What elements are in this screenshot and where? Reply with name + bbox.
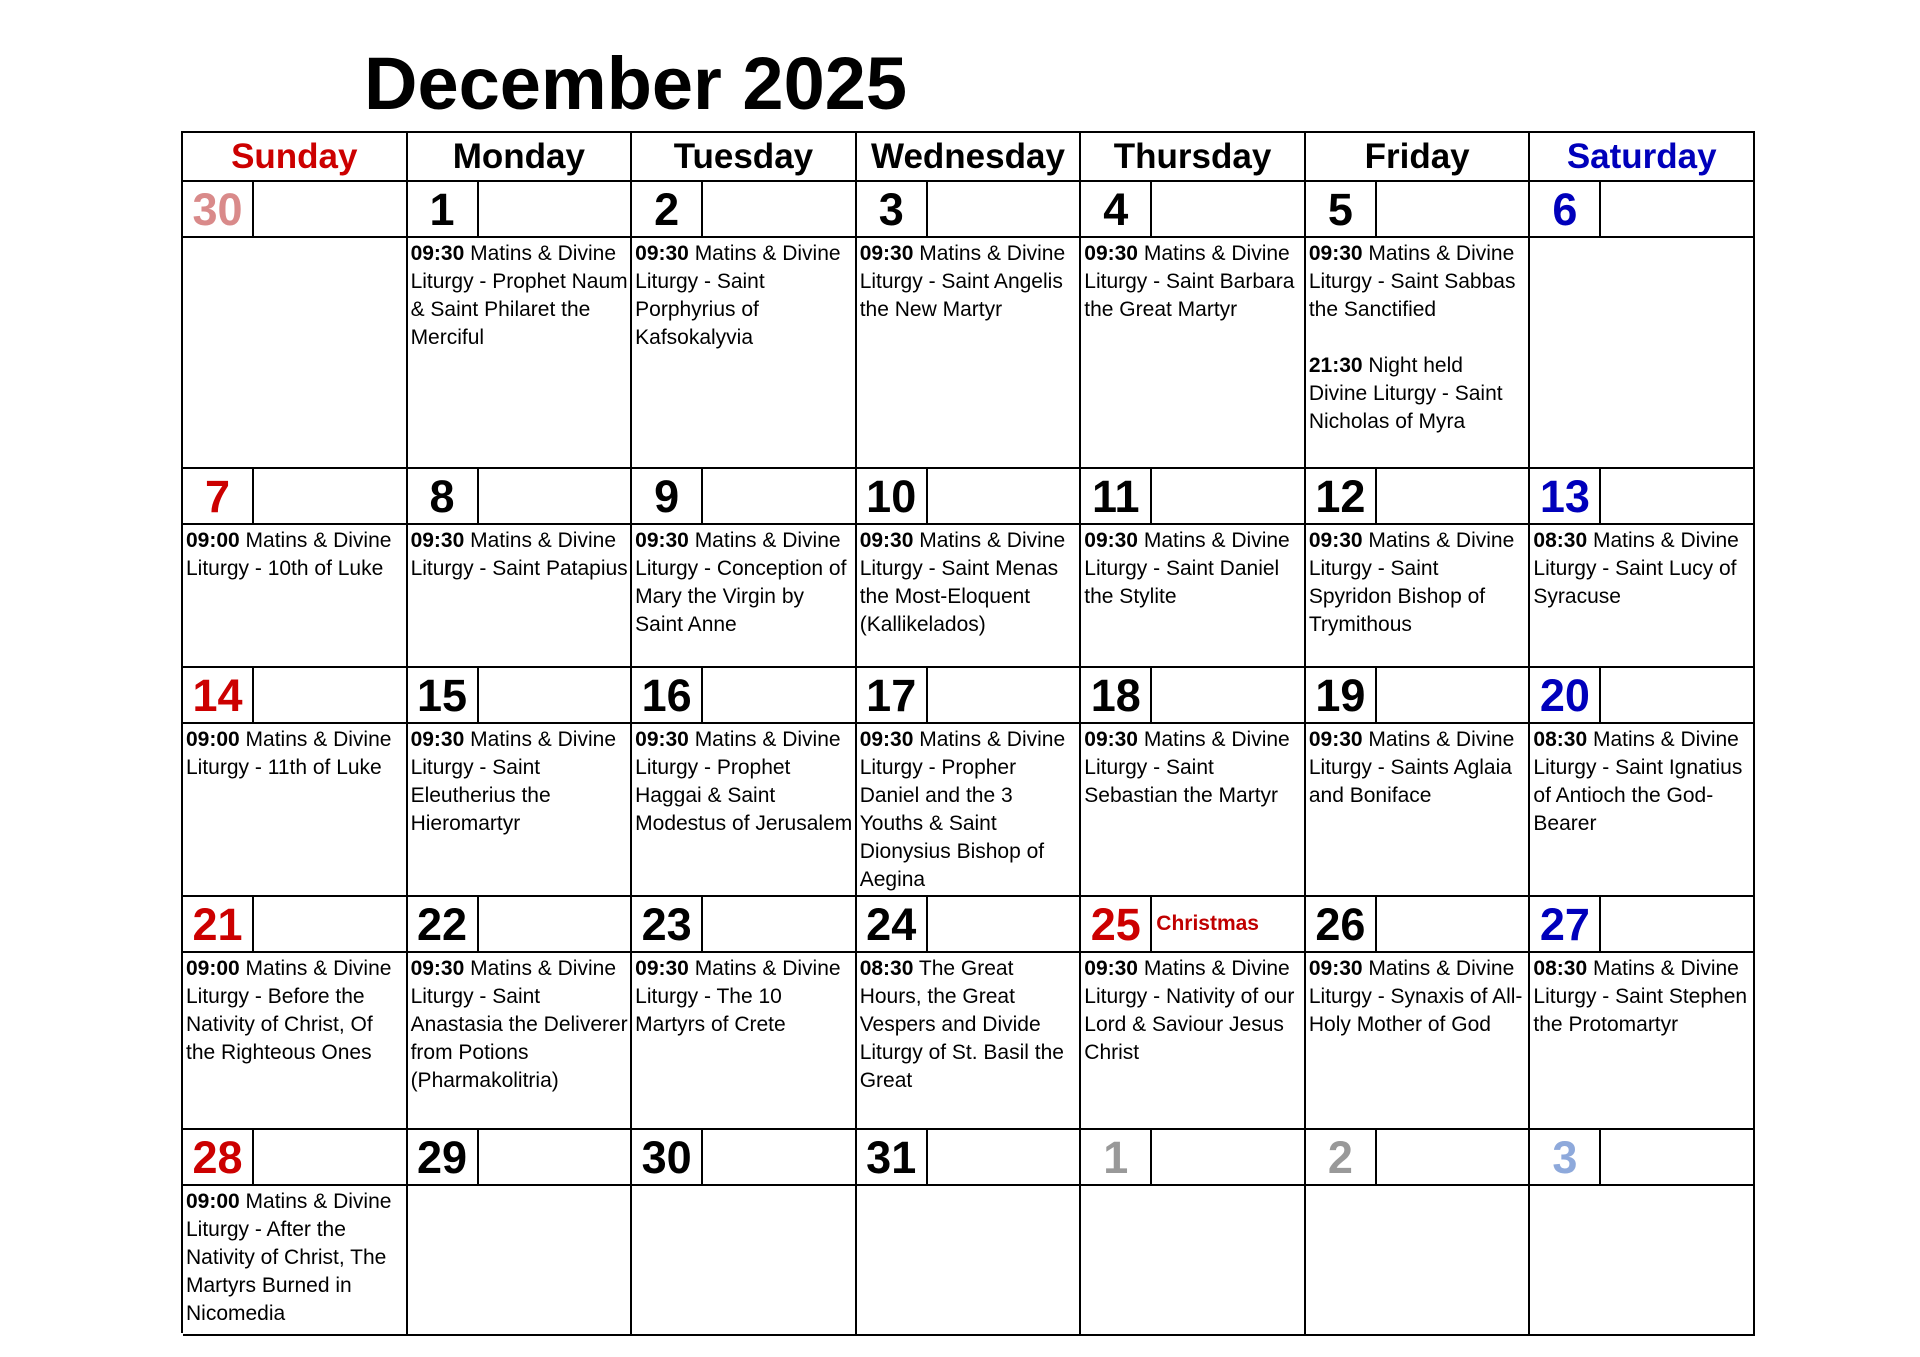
event-time: 08:30	[1533, 957, 1588, 980]
event-time: 09:30	[635, 242, 689, 265]
event-description: Matins & Divine Liturgy - Propher Daniel and the 3 Youths & Saint Dionysius Bishop of Aegina	[859, 728, 1066, 891]
day-events	[1530, 1186, 1753, 1188]
day-note-area	[703, 668, 855, 722]
day-note-area	[1152, 182, 1304, 236]
day-note-area	[479, 182, 631, 236]
day-number: 26	[1306, 897, 1377, 951]
day-events	[1081, 525, 1304, 611]
day-events	[1530, 525, 1753, 611]
weekday-header-tuesday: Tuesday	[632, 133, 857, 182]
event-time: 09:30	[635, 529, 689, 552]
calendar-title: December 2025	[364, 42, 908, 125]
day-number: 12	[1306, 469, 1377, 523]
day-cell[interactable]	[857, 1130, 1082, 1336]
event-entry	[1084, 726, 1302, 810]
day-cell-header	[408, 668, 631, 724]
day-cell-header	[857, 1130, 1080, 1186]
event-entry	[1533, 955, 1751, 1039]
day-cell[interactable]	[1081, 897, 1306, 1130]
event-time: 09:00	[186, 529, 240, 552]
event-entry	[1309, 726, 1527, 810]
day-number: 7	[183, 469, 254, 523]
weekday-header-thursday: Thursday	[1081, 133, 1306, 182]
event-description: Matins & Divine Liturgy - Saint Porphyrius of Kafsokalyvia	[635, 242, 841, 349]
event-entry	[1533, 527, 1751, 611]
event-description: Matins & Divine Liturgy - Saint Eleutherius the Hieromartyr	[410, 728, 616, 835]
event-entry	[1309, 527, 1527, 639]
day-events	[1530, 953, 1753, 1039]
day-events	[1306, 724, 1529, 810]
day-events	[408, 1186, 631, 1188]
day-events	[857, 238, 1080, 324]
day-cell-header	[1306, 897, 1529, 953]
event-entry	[186, 955, 404, 1067]
event-description: Matins & Divine Liturgy - Saint Angelis the New Martyr	[859, 242, 1066, 321]
day-cell-header	[1081, 1130, 1304, 1186]
day-number: 1	[408, 182, 479, 236]
day-cell[interactable]	[857, 182, 1082, 469]
day-cell-header	[857, 182, 1080, 238]
day-number: 18	[1081, 668, 1152, 722]
day-note-area	[703, 1130, 855, 1184]
holiday-label: Christmas	[1156, 912, 1259, 935]
event-time: 21:30	[1308, 354, 1363, 377]
day-events	[632, 724, 855, 838]
event-description: Matins & Divine Liturgy - Conception of Mary the Virgin by Saint Anne	[635, 529, 847, 636]
day-cell[interactable]	[183, 1130, 408, 1336]
day-events	[183, 238, 406, 240]
day-number: 11	[1081, 469, 1152, 523]
day-cell-header	[632, 182, 855, 238]
day-events	[408, 525, 631, 583]
day-note-area	[479, 668, 631, 722]
day-note-area	[254, 668, 406, 722]
day-cell[interactable]	[183, 182, 408, 469]
event-entry	[186, 1188, 404, 1328]
day-cell-header	[1306, 1130, 1529, 1186]
day-events	[183, 724, 406, 782]
event-description: Matins & Divine Liturgy - 11th of Luke	[186, 728, 392, 779]
event-time: 09:30	[859, 728, 914, 751]
day-events	[183, 1186, 406, 1328]
event-description: Matins & Divine Liturgy - Saint Spyridon Bishop of Trymithous	[1308, 529, 1515, 636]
day-cell-header	[183, 182, 406, 238]
day-number: 22	[408, 897, 479, 951]
event-time: 09:30	[1308, 957, 1363, 980]
day-events	[857, 724, 1080, 894]
day-note-area	[254, 469, 406, 523]
event-entry	[411, 955, 629, 1095]
event-time: 09:30	[1084, 957, 1138, 980]
day-number: 16	[632, 668, 703, 722]
event-entry	[186, 527, 404, 583]
event-description: Matins & Divine Liturgy - Saint Patapius	[410, 529, 628, 580]
event-description: Matins & Divine Liturgy - Saint Sabbas the Sanctified	[1308, 242, 1516, 321]
day-number: 27	[1530, 897, 1601, 951]
day-cell[interactable]	[183, 897, 408, 1130]
day-events	[183, 525, 406, 583]
event-entry	[860, 726, 1078, 894]
event-description: Matins & Divine Liturgy - 10th of Luke	[186, 529, 392, 580]
event-description: Matins & Divine Liturgy - Saints Aglaia and Boniface	[1308, 728, 1515, 807]
day-number: 3	[857, 182, 928, 236]
event-description: Matins & Divine Liturgy - Before the Nativity of Christ, Of the Righteous Ones	[186, 957, 392, 1064]
day-events	[857, 1186, 1080, 1188]
event-time: 09:00	[186, 957, 240, 980]
day-number: 21	[183, 897, 254, 951]
day-number: 15	[408, 668, 479, 722]
day-cell[interactable]	[1306, 1130, 1531, 1336]
day-events	[1306, 1186, 1529, 1188]
day-number: 28	[183, 1130, 254, 1184]
day-number: 24	[857, 897, 928, 951]
weekday-header-sunday: Sunday	[183, 133, 408, 182]
day-note-area	[703, 182, 855, 236]
day-note-area	[1377, 182, 1529, 236]
day-cell-header	[183, 1130, 406, 1186]
day-cell-header	[632, 668, 855, 724]
day-cell-header	[857, 469, 1080, 525]
event-time: 09:30	[1084, 242, 1138, 265]
day-cell-header	[408, 469, 631, 525]
day-cell[interactable]	[1530, 897, 1755, 1130]
day-number: 30	[183, 182, 254, 236]
day-cell[interactable]	[1306, 897, 1531, 1130]
day-cell-header	[632, 897, 855, 953]
day-note-area	[254, 1130, 406, 1184]
event-entry	[635, 527, 853, 639]
event-description: Matins & Divine Liturgy - The 10 Martyrs of Crete	[635, 957, 841, 1036]
day-cell-header	[632, 1130, 855, 1186]
day-cell[interactable]	[183, 469, 408, 668]
day-note-area	[479, 1130, 631, 1184]
event-time: 09:30	[635, 957, 689, 980]
day-cell-header	[408, 1130, 631, 1186]
day-events	[183, 953, 406, 1067]
day-note-area	[1377, 897, 1529, 951]
day-cell-header	[1530, 182, 1753, 238]
event-entry	[860, 240, 1078, 324]
event-time: 08:30	[859, 957, 914, 980]
day-events	[1306, 525, 1529, 639]
event-time: 09:30	[1308, 529, 1363, 552]
day-cell-header	[408, 897, 631, 953]
day-cell[interactable]	[857, 668, 1082, 897]
day-cell[interactable]	[1306, 182, 1531, 469]
event-description: Matins & Divine Liturgy - Saint Sebastian the Martyr	[1084, 728, 1290, 807]
event-description: Matins & Divine Liturgy - Saint Daniel the Stylite	[1084, 529, 1290, 608]
event-time: 09:00	[186, 728, 240, 751]
day-note-area	[1377, 668, 1529, 722]
day-cell[interactable]	[1306, 469, 1531, 668]
event-time: 09:30	[1308, 242, 1363, 265]
event-time: 09:30	[1308, 728, 1363, 751]
day-note-area	[1601, 897, 1753, 951]
day-events	[1081, 724, 1304, 810]
event-entry	[1309, 240, 1527, 324]
day-number: 14	[183, 668, 254, 722]
event-entry	[1309, 955, 1527, 1039]
day-cell[interactable]	[632, 182, 857, 469]
day-cell[interactable]	[408, 182, 633, 469]
day-cell-header	[1530, 897, 1753, 953]
day-cell[interactable]	[408, 668, 633, 897]
day-cell-header	[1081, 668, 1304, 724]
day-note-area	[1601, 182, 1753, 236]
day-cell-header	[1306, 469, 1529, 525]
event-time: 09:30	[410, 957, 465, 980]
day-cell-header	[1530, 668, 1753, 724]
day-cell-header	[1081, 897, 1304, 953]
day-number: 23	[632, 897, 703, 951]
day-cell[interactable]	[408, 897, 633, 1130]
event-description: Matins & Divine Liturgy - Synaxis of All-Holy Mother of God	[1308, 957, 1523, 1036]
day-number: 1	[1081, 1130, 1152, 1184]
day-cell-header	[857, 897, 1080, 953]
event-description: Matins & Divine Liturgy - Saint Anastasia the Deliverer from Potions (Pharmakolitria)	[410, 957, 628, 1092]
calendar-grid	[181, 131, 1755, 1333]
day-number: 2	[1306, 1130, 1377, 1184]
event-description: The Great Hours, the Great Vespers and Divide Liturgy of St. Basil the Great	[859, 957, 1064, 1092]
event-entry	[1533, 726, 1751, 838]
day-note-area	[928, 469, 1080, 523]
day-note-area	[928, 1130, 1080, 1184]
day-cell[interactable]	[1530, 182, 1755, 469]
day-cell[interactable]	[1530, 469, 1755, 668]
event-entry	[1084, 527, 1302, 611]
day-cell[interactable]	[1306, 668, 1531, 897]
event-description: Matins & Divine Liturgy - Saint Ignatius of Antioch the God-Bearer	[1533, 728, 1743, 835]
weekday-header-saturday: Saturday	[1530, 133, 1755, 182]
day-events	[632, 525, 855, 639]
day-note-area	[1601, 469, 1753, 523]
event-description: Matins & Divine Liturgy - Nativity of our Lord & Saviour Jesus Christ	[1084, 957, 1295, 1064]
day-number: 9	[632, 469, 703, 523]
day-events	[1081, 238, 1304, 324]
event-description: Matins & Divine Liturgy - Prophet Haggai & Saint Modestus of Jerusalem	[635, 728, 853, 835]
event-entry	[411, 527, 629, 583]
day-cell-header	[1081, 469, 1304, 525]
day-cell-header	[1081, 182, 1304, 238]
day-number: 10	[857, 469, 928, 523]
day-cell-header	[1530, 469, 1753, 525]
event-time: 09:30	[1084, 728, 1138, 751]
day-note-area	[254, 182, 406, 236]
event-entry	[186, 726, 404, 782]
day-events	[632, 1186, 855, 1188]
day-events	[408, 238, 631, 352]
day-events	[1306, 238, 1529, 436]
day-number: 4	[1081, 182, 1152, 236]
event-entry	[411, 240, 629, 352]
day-cell[interactable]	[632, 668, 857, 897]
day-cell-header	[183, 897, 406, 953]
day-events	[632, 238, 855, 352]
day-events	[857, 953, 1080, 1095]
day-events	[1306, 953, 1529, 1039]
day-cell[interactable]	[1081, 182, 1306, 469]
day-number: 3	[1530, 1130, 1601, 1184]
day-cell[interactable]	[1081, 668, 1306, 897]
day-cell[interactable]	[857, 469, 1082, 668]
event-entry	[1309, 352, 1527, 436]
weekday-header-wednesday: Wednesday	[857, 133, 1082, 182]
day-note-area	[254, 897, 406, 951]
event-time: 09:30	[410, 529, 465, 552]
day-cell[interactable]	[1081, 469, 1306, 668]
day-note-area	[1152, 1130, 1304, 1184]
event-description: Matins & Divine Liturgy - Saint Stephen the Protomartyr	[1533, 957, 1748, 1036]
weekday-header-monday: Monday	[408, 133, 633, 182]
event-time: 09:30	[859, 529, 914, 552]
day-cell[interactable]	[1530, 1130, 1755, 1336]
day-number: 13	[1530, 469, 1601, 523]
day-note-area	[1377, 1130, 1529, 1184]
day-events	[408, 953, 631, 1095]
event-description: Matins & Divine Liturgy - Saint Barbara the Great Martyr	[1084, 242, 1295, 321]
day-events	[632, 953, 855, 1039]
day-events	[1081, 953, 1304, 1067]
day-cell-header	[857, 668, 1080, 724]
weekday-header-friday: Friday	[1306, 133, 1531, 182]
event-time: 09:30	[859, 242, 914, 265]
day-note-area	[1377, 469, 1529, 523]
day-cell[interactable]	[1530, 668, 1755, 897]
day-note-area	[479, 897, 631, 951]
day-note-area	[1601, 1130, 1753, 1184]
day-note-area	[479, 469, 631, 523]
event-entry	[635, 240, 853, 352]
day-note-area	[928, 897, 1080, 951]
event-entry	[1084, 955, 1302, 1067]
event-time: 09:00	[186, 1190, 240, 1213]
day-cell-header	[1306, 182, 1529, 238]
event-time: 08:30	[1533, 529, 1588, 552]
event-time: 09:30	[635, 728, 689, 751]
day-number: 2	[632, 182, 703, 236]
day-cell[interactable]	[857, 897, 1082, 1130]
event-entry	[860, 955, 1078, 1095]
day-number: 25	[1081, 897, 1152, 951]
day-number: 30	[632, 1130, 703, 1184]
day-cell[interactable]	[1081, 1130, 1306, 1336]
day-number: 17	[857, 668, 928, 722]
day-note-area	[703, 469, 855, 523]
day-note-area	[928, 182, 1080, 236]
event-time: 09:30	[1084, 529, 1138, 552]
day-note-area	[1601, 668, 1753, 722]
event-entry	[635, 955, 853, 1039]
day-note-area	[703, 897, 855, 951]
event-entry	[1084, 240, 1302, 324]
event-description: Matins & Divine Liturgy - After the Nativity of Christ, The Martyrs Burned in Nicomedia	[186, 1190, 392, 1325]
day-number: 20	[1530, 668, 1601, 722]
day-cell-header	[183, 668, 406, 724]
event-description: Matins & Divine Liturgy - Prophet Naum & Saint Philaret the Merciful	[410, 242, 628, 349]
day-number: 8	[408, 469, 479, 523]
day-cell[interactable]	[408, 1130, 633, 1336]
event-entry	[860, 527, 1078, 639]
day-cell-header	[408, 182, 631, 238]
day-events	[1081, 1186, 1304, 1188]
day-events	[408, 724, 631, 838]
day-number: 5	[1306, 182, 1377, 236]
day-cell[interactable]	[408, 469, 633, 668]
event-time: 08:30	[1533, 728, 1588, 751]
day-events	[1530, 724, 1753, 838]
event-time: 09:30	[410, 242, 465, 265]
day-note-area	[1152, 469, 1304, 523]
day-cell[interactable]	[632, 897, 857, 1130]
event-description: Night held Divine Liturgy - Saint Nicholas of Myra	[1308, 354, 1503, 433]
day-cell[interactable]	[632, 1130, 857, 1336]
day-cell[interactable]	[183, 668, 408, 897]
day-events	[1530, 238, 1753, 240]
event-time: 09:30	[410, 728, 465, 751]
day-note-area	[1152, 668, 1304, 722]
day-number: 29	[408, 1130, 479, 1184]
event-description: Matins & Divine Liturgy - Saint Lucy of Syracuse	[1533, 529, 1739, 608]
event-entry	[411, 726, 629, 838]
day-number: 19	[1306, 668, 1377, 722]
day-note-area	[928, 668, 1080, 722]
day-number: 6	[1530, 182, 1601, 236]
day-cell-header	[1306, 668, 1529, 724]
day-cell-header	[632, 469, 855, 525]
event-description: Matins & Divine Liturgy - Saint Menas the Most-Eloquent (Kallikelados)	[859, 529, 1066, 636]
day-cell-header	[183, 469, 406, 525]
day-number: 31	[857, 1130, 928, 1184]
day-cell-header	[1530, 1130, 1753, 1186]
day-events	[857, 525, 1080, 639]
day-cell[interactable]	[632, 469, 857, 668]
event-entry	[635, 726, 853, 838]
